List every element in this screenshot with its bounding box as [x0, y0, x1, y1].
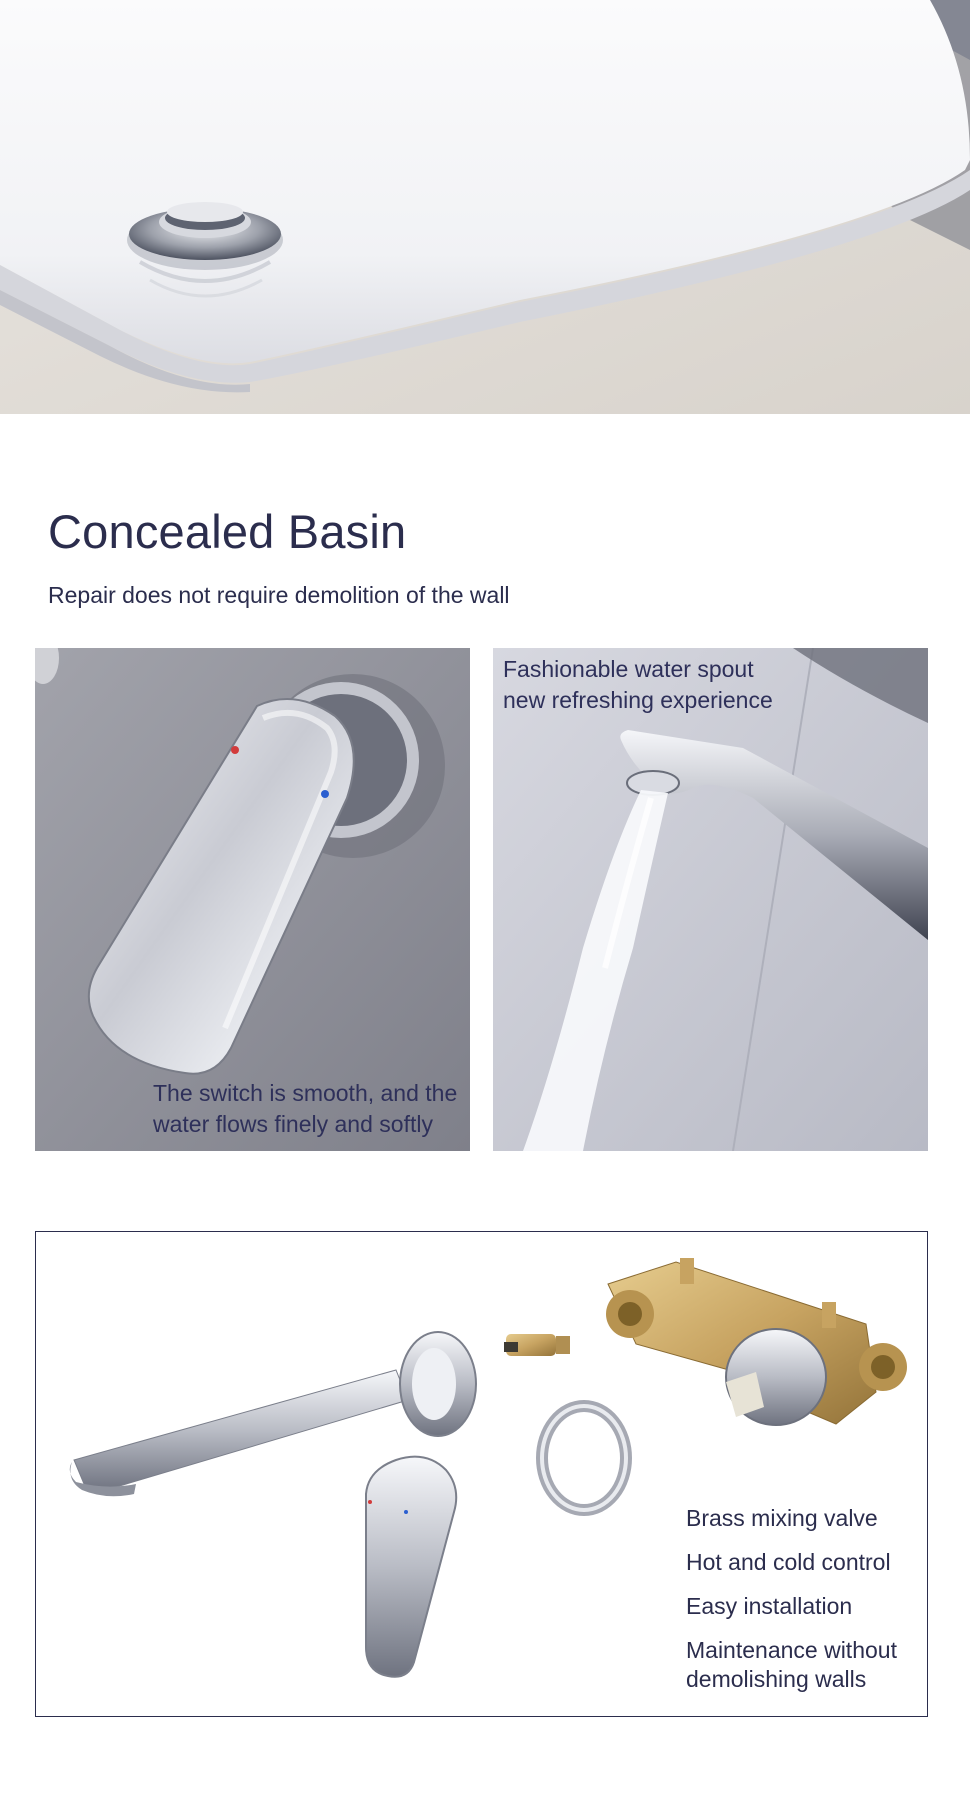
- section-title: Concealed Basin: [48, 505, 407, 558]
- feature-item: Easy installation: [686, 1593, 853, 1619]
- handle-closeup-image: [35, 648, 470, 1151]
- handle-closeup-panel: [35, 648, 470, 1151]
- basin-hero-image: [0, 0, 970, 414]
- spout-caption: Fashionable water spout new refreshing experience: [503, 656, 773, 713]
- spout-closeup-panel: [493, 648, 928, 1151]
- handle-caption: The switch is smooth, and the water flows finely and softly: [153, 1080, 458, 1137]
- feature-item: Brass mixing valve: [686, 1505, 878, 1531]
- feature-list: [686, 1504, 897, 1709]
- section-subtitle: Repair does not require demolition of the wall: [48, 582, 510, 608]
- feature-item: Hot and cold control: [686, 1549, 891, 1575]
- spout-closeup-image: [493, 648, 928, 1151]
- exploded-parts-panel: [35, 1231, 928, 1717]
- feature-item: Maintenance without demolishing walls: [686, 1637, 897, 1692]
